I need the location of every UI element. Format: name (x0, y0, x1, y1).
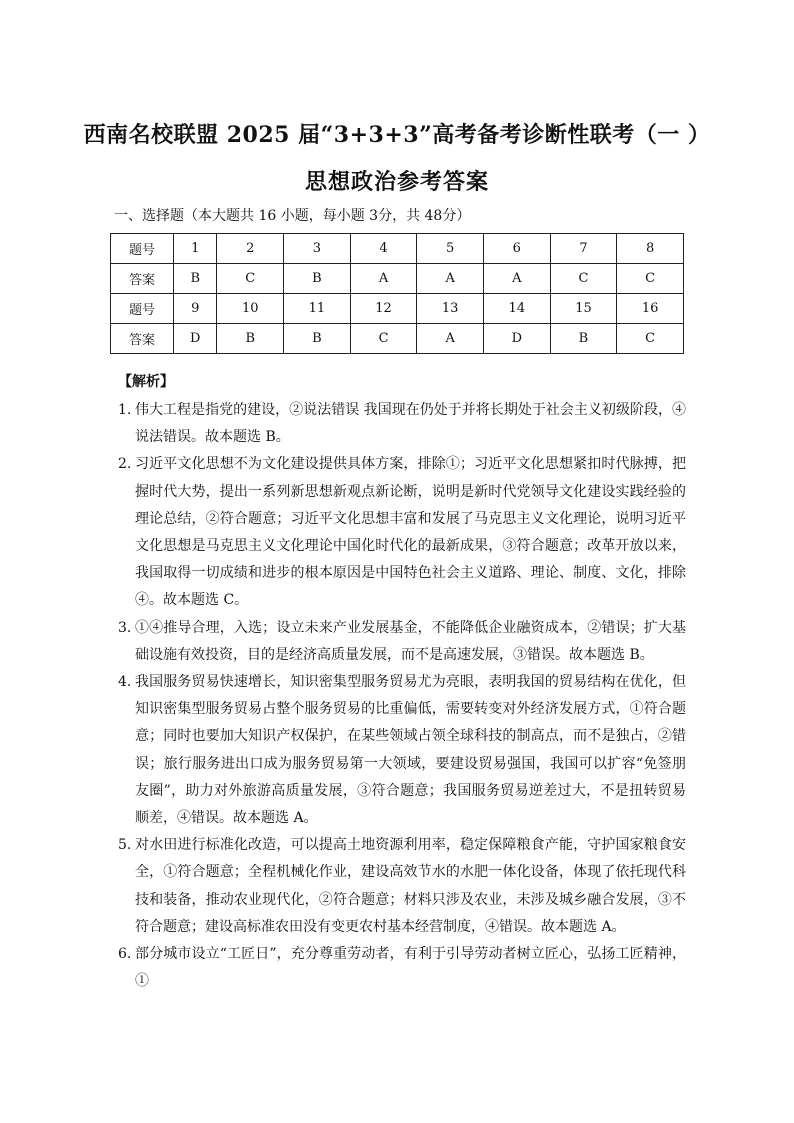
table-cell: C (550, 264, 617, 294)
row-label: 答案 (111, 324, 174, 354)
table-cell: 3 (284, 234, 351, 264)
table-cell: 15 (550, 294, 617, 324)
table-cell: 11 (284, 294, 351, 324)
table-cell: A (417, 324, 484, 354)
list-item (118, 669, 686, 832)
table-cell: 13 (417, 294, 484, 324)
table-cell: 2 (217, 234, 284, 264)
item-number: 2. (118, 456, 132, 473)
table-cell: 14 (484, 294, 551, 324)
item-number: 5. (118, 837, 132, 854)
table-cell: 8 (617, 234, 684, 264)
item-text: 部分城市设立“工匠日”，充分尊重劳动者，有利于引导劳动者树立匠心，弘扬工匠精神，① (135, 946, 686, 990)
table-row (111, 294, 684, 324)
table-cell: 10 (217, 294, 284, 324)
table-cell: 7 (550, 234, 617, 264)
list-item (118, 397, 686, 451)
item-text: 我国服务贸易快速增长，知识密集型服务贸易尤为亮眼，表明我国的贸易结构在优化，但知识密集型服务贸易占整个服务贸易的比重偏低，需要转变对外经济发展方式，①符合题意；同时也要加大知识产权保护，在某些领域占领全球科技的制高点，而不是独占，②错误；旅行服务进出口成为服务贸易第一大领域，要建设贸易强国，我国可以扩容“免签朋友圈”，助力对外旅游高质量发展，③符合题意；我国服务贸易逆差过大，不是扭转贸易顺差，④错误。故本题选 A。 (135, 674, 686, 827)
table-cell: D (484, 324, 551, 354)
table-cell: B (284, 264, 351, 294)
list-item (118, 615, 686, 669)
table-row (111, 264, 684, 294)
table-row (111, 234, 684, 264)
table-cell: 4 (350, 234, 417, 264)
section-heading: 一、选择题（本大题共 16 小题，每小题 3分，共 48分） (114, 208, 471, 224)
list-item (118, 941, 686, 995)
table-cell: C (217, 264, 284, 294)
item-number: 4. (118, 674, 132, 691)
row-label: 答案 (111, 264, 174, 294)
table-cell: 1 (174, 234, 217, 264)
item-number: 1. (118, 402, 132, 418)
table-cell: A (350, 264, 417, 294)
page-title: 西南名校联盟 2025 届“3+3+3”高考备考诊断性联考（一 ） (83, 122, 711, 148)
table-cell: C (617, 264, 684, 294)
list-item (118, 451, 686, 614)
row-label: 题号 (111, 294, 174, 324)
page-subtitle: 思想政治参考答案 (304, 169, 489, 195)
table-row (111, 324, 684, 354)
table-cell: D (174, 324, 217, 354)
table-cell: 6 (484, 234, 551, 264)
row-label: 题号 (111, 234, 174, 264)
analysis-heading: 【解析】 (118, 374, 174, 390)
answer-table (110, 233, 684, 354)
list-item (118, 832, 686, 941)
table-cell: C (350, 324, 417, 354)
table-cell: A (417, 264, 484, 294)
table-cell: B (217, 324, 284, 354)
table-cell: C (617, 324, 684, 354)
item-text: 伟大工程是指党的建设，②说法错误 我国现在仍处于并将长期处于社会主义初级阶段，④说法错误。故本题选 B。 (135, 402, 686, 446)
table-cell: B (284, 324, 351, 354)
item-text: 对水田进行标准化改造，可以提高土地资源利用率，稳定保障粮食产能，守护国家粮食安全，①符合题意；全程机械化作业，建设高效节水的水肥一体化设备，体现了依托现代科技和装备，推动农业现代化，②符合题意；材料只涉及农业，未涉及城乡融合发展，③不符合题意；建设高标准农田没有变更农村基本经营制度，④错误。故本题选 A。 (135, 837, 686, 935)
table-cell: 12 (350, 294, 417, 324)
table-cell: 5 (417, 234, 484, 264)
item-number: 6. (118, 946, 132, 963)
item-text: ①④推导合理，入选；设立未来产业发展基金，不能降低企业融资成本，②错误；扩大基础设施有效投资，目的是经济高质量发展，而不是高速发展，③错误。故本题选 B。 (135, 619, 686, 663)
table-cell: 9 (174, 294, 217, 324)
table-cell: B (174, 264, 217, 294)
analysis-list (118, 397, 686, 995)
item-text: 习近平文化思想不为文化建设提供具体方案，排除①；习近平文化思想紧扣时代脉搏，把握时代大势，提出一系列新思想新观点新论断，说明是新时代党领导文化建设实践经验的理论总结，②符合题意；习近平文化思想丰富和发展了马克思主义文化理论，说明习近平文化思想是马克思主义文化理论中国化时代化的最新成果，③符合题意；改革开放以来，我国取得一切成绩和进步的根本原因是中国特色社会主义道路、理论、制度、文化，排除④。故本题选 C。 (135, 456, 686, 609)
table-cell: B (550, 324, 617, 354)
item-number: 3. (118, 619, 132, 636)
table-cell: 16 (617, 294, 684, 324)
table-cell: A (484, 264, 551, 294)
